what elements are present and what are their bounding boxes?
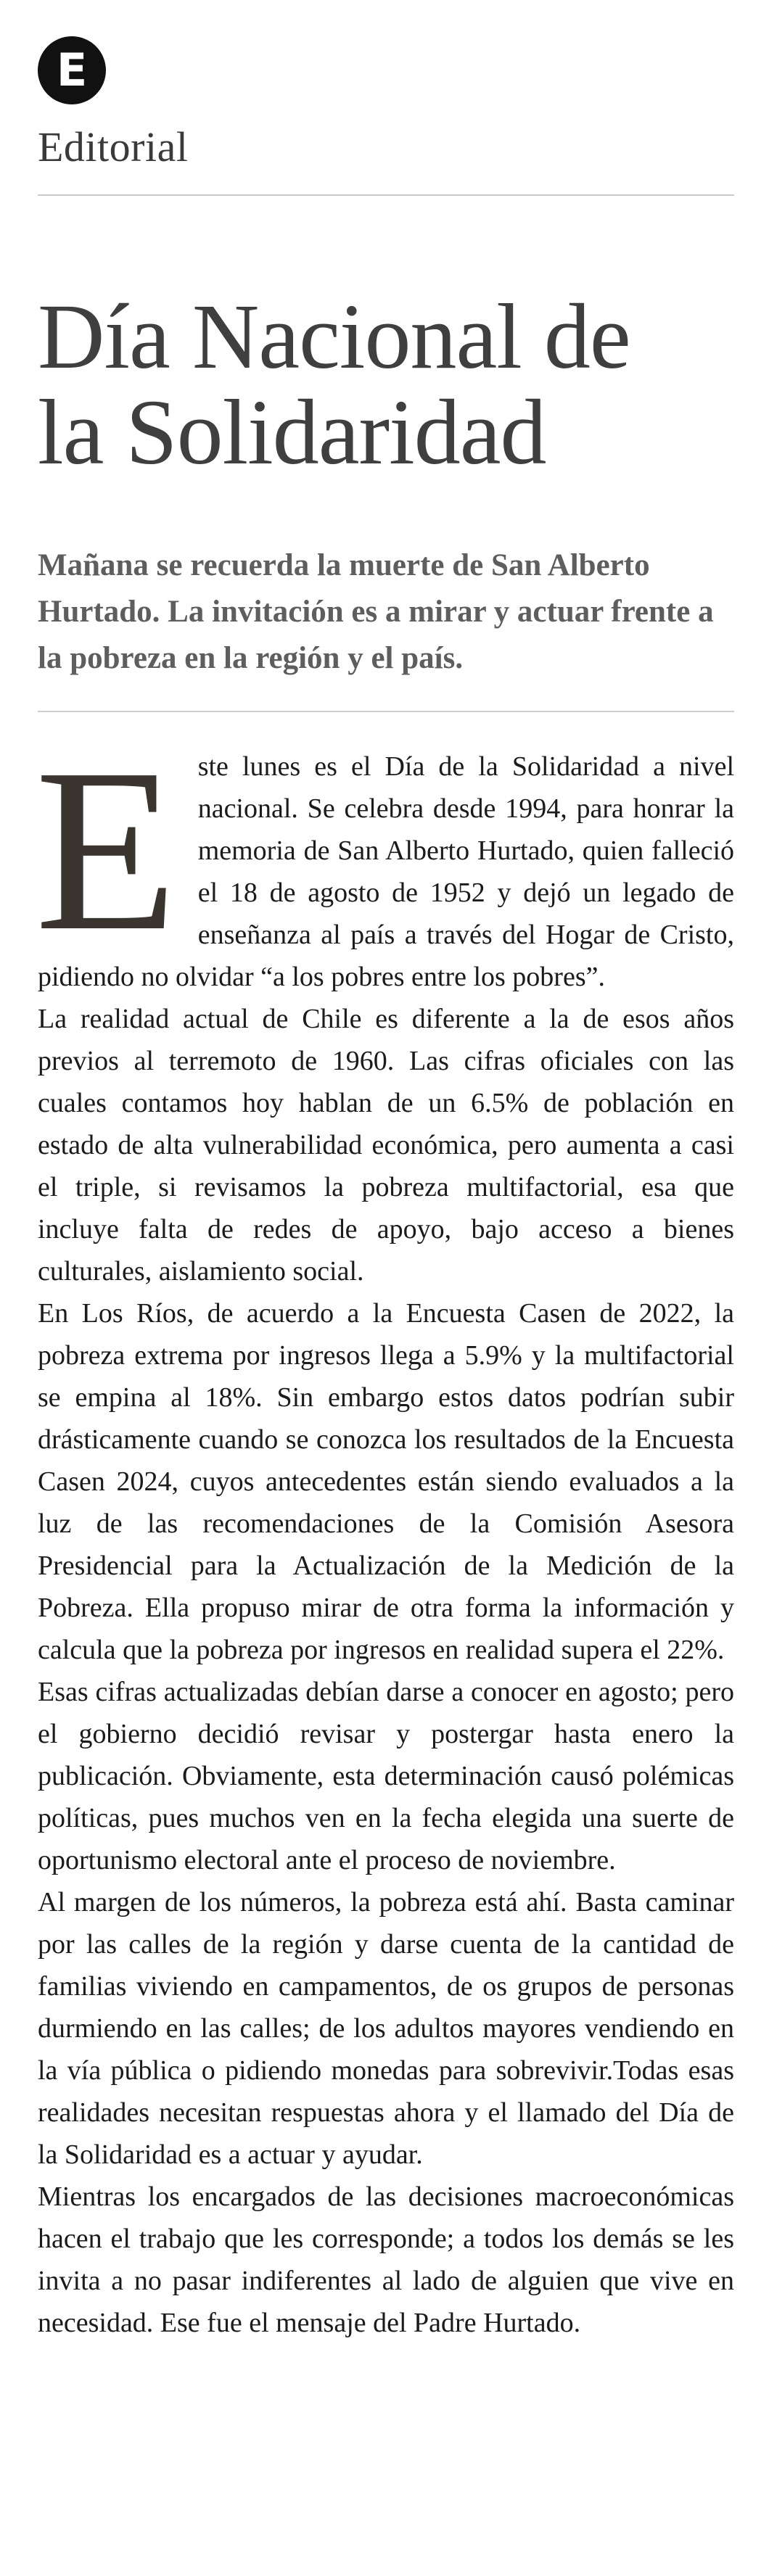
logo-letter: E (56, 44, 88, 96)
subtitle-divider (38, 711, 734, 712)
article-subtitle: Mañana se recuerda la muerte de San Alberto Hurtado. La invitación es a mirar y actuar frente a la pobreza en la región y el país. (38, 548, 714, 675)
section-label: Editorial (38, 123, 189, 170)
article-paragraph: Al margen de los números, la pobreza está ahí. Basta caminar por las calles de la región y darse cuenta de la cantidad de familias viviendo en campamentos, de os grupos de personas durmiendo en las calles; de los adultos mayores vendiendo en la vía pública o pidiendo monedas para sobrevivir.Todas esas realidades necesitan respuestas ahora y el llamado del Día de la Solidaridad es a actuar y ayudar. (38, 1886, 734, 2170)
article-paragraph: En Los Ríos, de acuerdo a la Encuesta Casen de 2022, la pobreza extrema por ingresos llega a 5.9% y la multifactorial se empina al 18%. Sin embargo estos datos podrían subir drásticamente cuando se conozca los resultados de la Encuesta Casen 2024, cuyos antecedentes están siendo evaluados a la luz de las recomendaciones de la Comisión Asesora Presidencial para la Actualización de la Medición de la Pobreza. Ella propuso mirar de otra forma la información y calcula que la pobreza por ingresos en realidad supera el 22%. (38, 1297, 734, 1665)
article-body (35, 719, 734, 2344)
article-paragraph: La realidad actual de Chile es diferente a la de esos años previos al terremoto de 1960. Las cifras oficiales con las cuales contamos hoy hablan de un 6.5% de población en estado de alta vulnerabilidad económica, pero aumenta a casi el triple, si revisamos la pobreza multifactorial, esa que incluye falta de redes de apoyo, bajo acceso a bienes culturales, aislamiento social. (38, 1003, 734, 1287)
headline-line-1: Día Nacional de (38, 285, 630, 388)
publication-logo (38, 36, 106, 104)
article-paragraph: Mientras los encargados de las decisiones macroeconómicas hacen el trabajo que les corresponde; a todos los demás se les invita a no pasar indiferentes al lado de alguien que vive en necesidad. Ese fue el mensaje del Padre Hurtado. (38, 2181, 734, 2338)
drop-cap: E (35, 719, 178, 979)
section-divider (38, 194, 734, 196)
article-paragraph: ste lunes es el Día de la Solidaridad a nivel nacional. Se celebra desde 1994, para honrar la memoria de San Alberto Hurtado, quien falleció el 18 de agosto de 1952 y dejó un legado de enseñanza al país a través del Hogar de Cristo, pidiendo no olvidar “a los pobres entre los pobres”. (38, 751, 734, 992)
article-headline (38, 285, 734, 484)
headline-line-2: la Solidaridad (38, 381, 546, 484)
article-paragraph: Esas cifras actualizadas debían darse a conocer en agosto; pero el gobierno decidió revisar y postergar hasta enero la publicación. Obviamente, esta determinación causó polémicas políticas, pues muchos ven en la fecha elegida una suerte de oportunismo electoral ante el proceso de noviembre. (38, 1676, 734, 1875)
